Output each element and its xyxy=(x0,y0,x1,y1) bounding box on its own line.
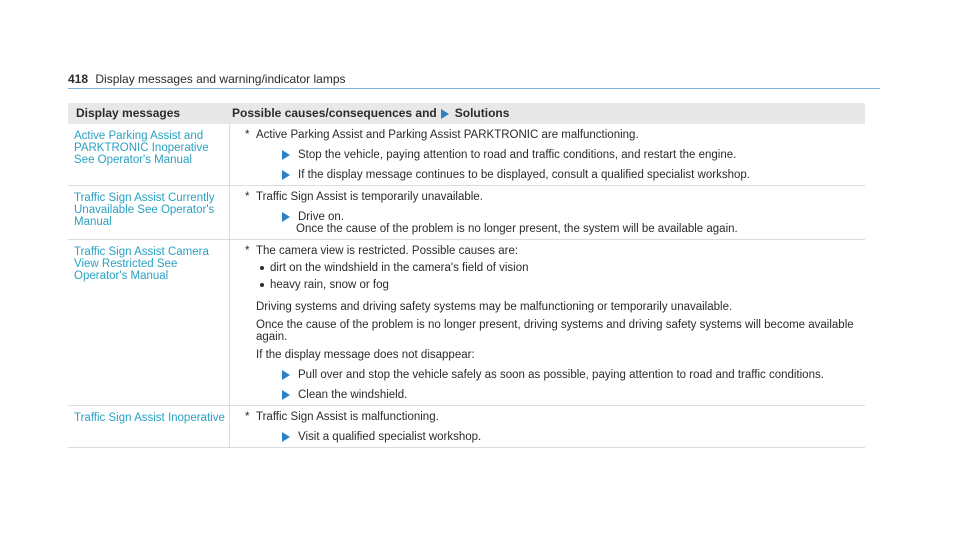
solution-cell xyxy=(230,186,865,239)
col-header-causes-solutions xyxy=(230,103,865,124)
step-text: Drive on. xyxy=(298,211,345,223)
table-row xyxy=(68,406,865,448)
col-header-causes-label: Possible causes/consequences and xyxy=(232,106,437,120)
bullet-dot-icon xyxy=(260,266,264,270)
page-header xyxy=(68,72,880,86)
solution-cell xyxy=(230,240,865,405)
display-messages-table xyxy=(68,103,865,448)
table-row xyxy=(68,124,865,186)
cause-bullet xyxy=(244,262,859,274)
table-header xyxy=(68,103,865,124)
bullet-text: dirt on the windshield in the camera's field of vision xyxy=(270,262,529,274)
action-arrow-icon xyxy=(282,370,290,380)
step-text: Stop the vehicle, paying attention to road and traffic conditions, and restart the engine. xyxy=(298,149,737,161)
action-arrow-icon xyxy=(441,109,449,119)
action-arrow-icon xyxy=(282,170,290,180)
action-step xyxy=(244,211,859,223)
info-paragraph: Driving systems and driving safety systems may be malfunctioning or temporarily unavailable. xyxy=(256,301,733,313)
step-text: If the display message continues to be displayed, consult a qualified specialist workshop. xyxy=(298,169,750,181)
action-step xyxy=(244,369,859,381)
display-message: Active Parking Assist and PARKTRONIC Inoperative See Operator's Manual xyxy=(68,124,230,185)
solution-cell xyxy=(230,124,865,185)
col-header-solutions-label: Solutions xyxy=(454,106,510,120)
action-step xyxy=(244,389,859,401)
step-text: Pull over and stop the vehicle safely as soon as possible, paying attention to road and traffic conditions. xyxy=(298,369,824,381)
info-paragraph: If the display message does not disappear: xyxy=(256,349,475,361)
col-header-display-messages: Display messages xyxy=(76,106,181,120)
display-message: Traffic Sign Assist Currently Unavailable See Operator's Manual xyxy=(68,186,230,239)
display-message: Traffic Sign Assist Inoperative xyxy=(68,406,230,447)
cause-text: * Active Parking Assist and Parking Assist PARKTRONIC are malfunctioning. xyxy=(244,129,859,141)
page-number: 418 xyxy=(68,72,89,86)
action-arrow-icon xyxy=(282,150,290,160)
cause-text: * The camera view is restricted. Possible causes are: xyxy=(244,245,859,257)
action-step xyxy=(244,169,859,181)
cause-text: * Traffic Sign Assist is malfunctioning. xyxy=(244,411,859,423)
page-header-title: Display messages and warning/indicator lamps xyxy=(95,72,346,86)
solution-cell xyxy=(230,406,865,447)
action-arrow-icon xyxy=(282,390,290,400)
action-arrow-icon xyxy=(282,212,290,222)
step-text: Visit a qualified specialist workshop. xyxy=(298,431,482,443)
cause-text: * Traffic Sign Assist is temporarily unavailable. xyxy=(244,191,859,203)
display-message: Traffic Sign Assist Camera View Restricted See Operator's Manual xyxy=(68,240,230,405)
table-row xyxy=(68,186,865,240)
bullet-text: heavy rain, snow or fog xyxy=(270,279,389,291)
step-text: Clean the windshield. xyxy=(298,389,408,401)
info-paragraph: Once the cause of the problem is no longer present, driving systems and driving safety systems will become available again. xyxy=(256,319,854,343)
cause-bullet xyxy=(244,279,859,291)
header-rule xyxy=(68,88,880,89)
bullet-dot-icon xyxy=(260,283,264,287)
table-row xyxy=(68,240,865,406)
step-note: Once the cause of the problem is no longer present, the system will be available again. xyxy=(296,223,738,235)
action-step xyxy=(244,431,859,443)
action-arrow-icon xyxy=(282,432,290,442)
action-step xyxy=(244,149,859,161)
